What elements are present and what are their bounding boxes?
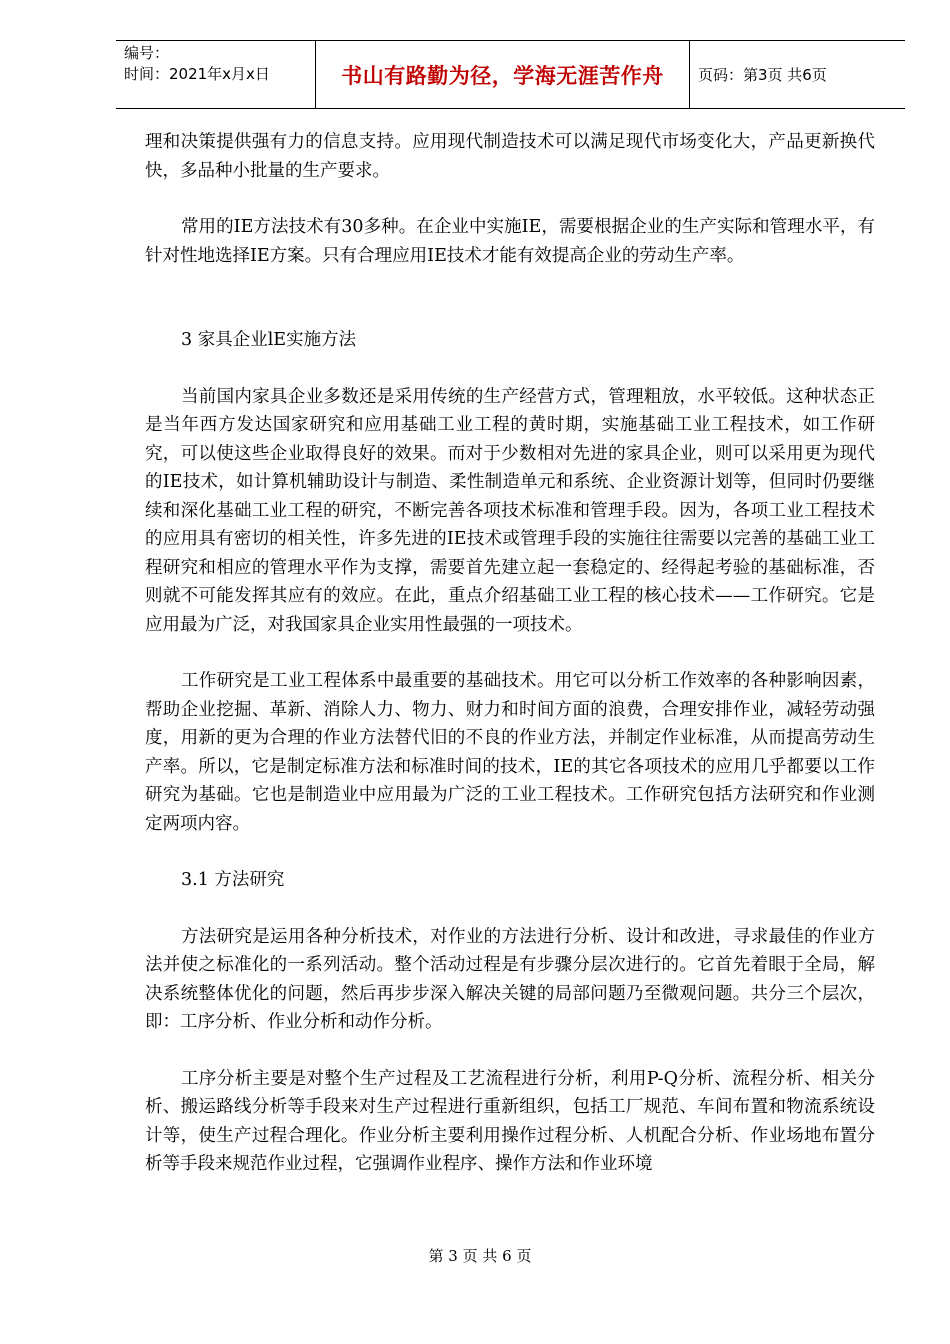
paragraph-1: 理和决策提供强有力的信息支持。应用现代制造技术可以满足现代市场变化大，产品更新换代快，多品种小批量的生产要求。 (145, 132, 875, 181)
page-footer: 第 3 页 共 6 页 (428, 1247, 532, 1265)
header-page-info: 页码：第3页 共6页 (698, 66, 827, 84)
header-meta (116, 41, 316, 108)
header-number-label: 编号： (124, 44, 170, 62)
page-header (116, 40, 905, 109)
header-time-label: 时间：2021年x月x日 (124, 65, 270, 83)
paragraph-3: 当前国内家具企业多数还是采用传统的生产经营方式，管理粗放，水平较低。这种状态正是当年西方发达国家研究和应用基础工业工程的黄时期，实施基础工业工程技术，如工作研究，可以使这些企业取得良好的效果。而对于少数相对先进的家具企业，则可以采用更为现代的IE技术，如计算机辅助设计与制造、柔性制造单元和系统、企业资源计划等，但同时仍要继续和深化基础工业工程的研究，不断完善各项技术标准和管理手段。因为，各项工业工程技术的应用具有密切的相关性，许多先进的IE技术或管理手段的实施往往需要以完善的基础工业工程研究和相应的管理水平作为支撑，需要首先建立起一套稳定的、经得起考验的基础标准，否则就不可能发挥其应有的效应。在此，重点介绍基础工业工程的核心技术——工作研究。它是应用最为广泛，对我国家具企业实用性最强的一项技术。 (145, 386, 875, 635)
header-motto: 书山有路勤为径，学海无涯苦作舟 (316, 41, 690, 108)
paragraph-6: 工序分析主要是对整个生产过程及工艺流程进行分析，利用P-Q分析、流程分析、相关分析、搬运路线分析等手段来对生产过程进行重新组织，包括工厂规范、车间布置和物流系统设计等，使生产过程合理化。作业分析主要利用操作过程分析、人机配合分析、作业场地布置分析等手段来规范作业过程，它强调作业程序、操作方法和作业环境 (145, 1068, 875, 1174)
document-body (145, 128, 875, 1179)
section-heading-3-1: 3.1 方法研究 (181, 870, 285, 890)
paragraph-5: 方法研究是运用各种分析技术，对作业的方法进行分析、设计和改进，寻求最佳的作业方法并使之标准化的一系列活动。整个活动过程是有步骤分层次进行的。它首先着眼于全局，解决系统整体优化的问题，然后再步步深入解决关键的局部问题乃至微观问题。共分三个层次，即：工序分析、作业分析和动作分析。 (145, 926, 875, 1032)
paragraph-4: 工作研究是工业工程体系中最重要的基础技术。用它可以分析工作效率的各种影响因素，帮助企业挖掘、革新、消除人力、物力、财力和时间方面的浪费，合理安排作业，减轻劳动强度，用新的更为合理的作业方法替代旧的不良的作业方法，并制定作业标准，从而提高劳动生产率。所以，它是制定标准方法和标准时间的技术，IE的其它各项技术的应用几乎都要以工作研究为基础。它也是制造业中应用最为广泛的工业工程技术。工作研究包括方法研究和作业测定两项内容。 (145, 671, 875, 834)
section-heading-3: 3 家具企业lE实施方法 (181, 330, 357, 350)
paragraph-2: 常用的IE方法技术有30多种。在企业中实施IE，需要根据企业的生产实际和管理水平，有针对性地选择IE方案。只有合理应用IE技术才能有效提高企业的劳动生产率。 (145, 217, 875, 266)
